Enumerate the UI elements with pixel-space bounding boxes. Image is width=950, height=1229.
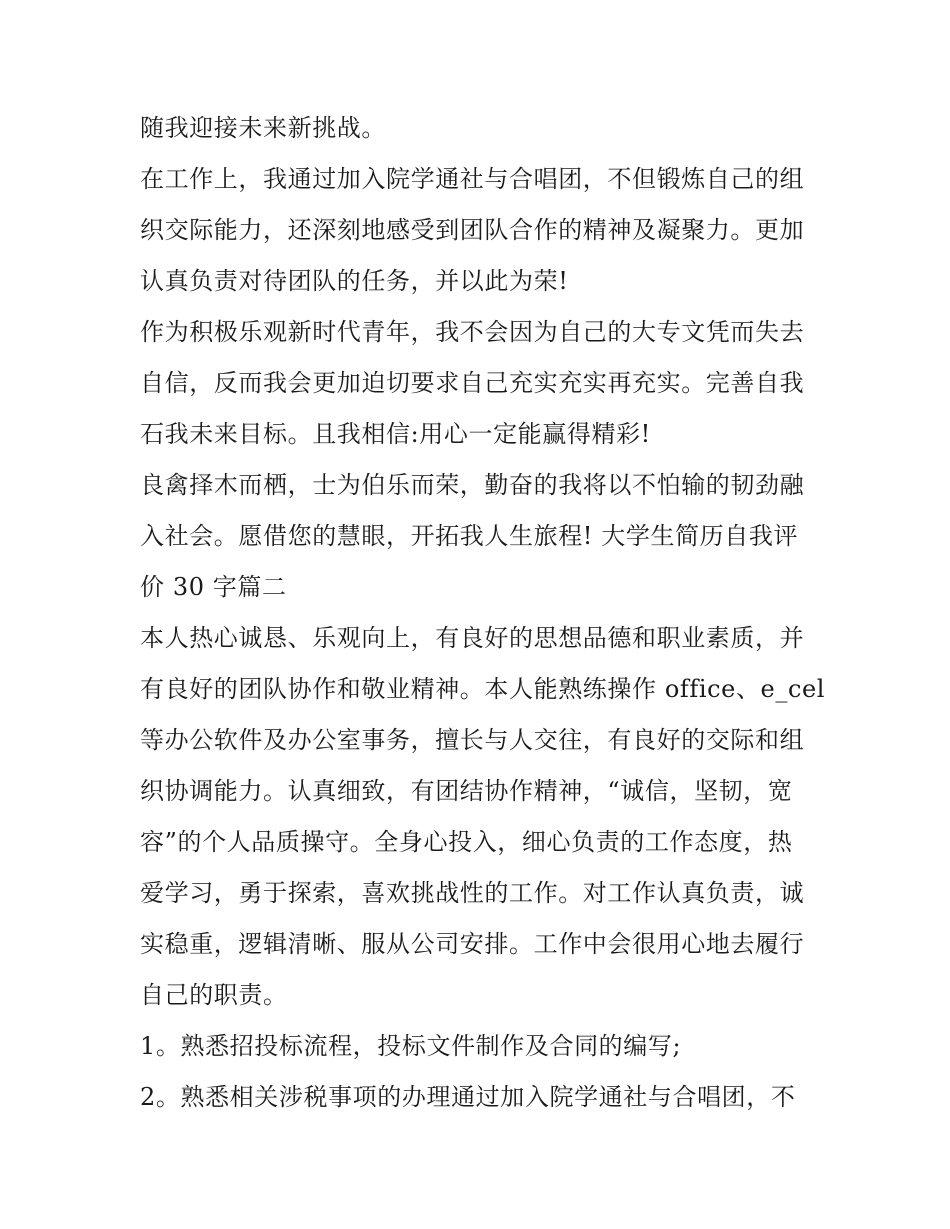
text-line: 爱学习，勇于探索，喜欢挑战性的工作。对工作认真负责，诚 — [140, 879, 805, 907]
text-line: 等办公软件及办公室事务，擅长与人交往，有良好的交际和组 — [140, 726, 805, 754]
document-body — [140, 103, 826, 1123]
text-line: 织交际能力，还深刻地感受到团队合作的精神及凝聚力。更加 — [140, 216, 805, 244]
text-line: 认真负责对待团队的任务，并以此为荣! — [140, 267, 569, 295]
text-line: 有良好的团队协作和敬业精神。本人能熟练操作 office、e_cel — [140, 675, 826, 703]
text-line: 织协调能力。认真细致，有团结协作精神，“诚信，坚韧，宽 — [140, 777, 793, 805]
text-line: 本人热心诚恳、乐观向上，有良好的思想品德和职业素质，并 — [140, 624, 805, 652]
text-line: 自己的职责。 — [140, 981, 288, 1009]
text-line: 石我未来目标。且我相信:用心一定能赢得精彩! — [140, 420, 651, 448]
section-title-line: 价 30 字篇二 — [140, 573, 287, 601]
text-line: 在工作上，我通过加入院学通社与合唱团，不但锻炼自己的组 — [140, 165, 805, 193]
text-line: 作为积极乐观新时代青年，我不会因为自己的大专文凭而失去 — [140, 318, 805, 346]
text-line: 随我迎接未来新挑战。 — [140, 114, 386, 142]
list-item-line: 2。熟悉相关涉税事项的办理通过加入院学通社与合唱团，不 — [140, 1083, 796, 1111]
text-line: 自信，反而我会更加迫切要求自己充实充实再充实。完善自我 — [140, 369, 805, 397]
text-line: 良禽择木而栖，士为伯乐而荣，勤奋的我将以不怕输的韧劲融 — [140, 471, 805, 499]
text-line: 实稳重，逻辑清晰、服从公司安排。工作中会很用心地去履行 — [140, 930, 805, 958]
text-line: 容”的个人品质操守。全身心投入，细心负责的工作态度，热 — [140, 828, 793, 856]
text-line: 入社会。愿借您的慧眼，开拓我人生旅程! 大学生简历自我评 — [140, 522, 799, 550]
list-item-line: 1。熟悉招投标流程，投标文件制作及合同的编写; — [140, 1032, 682, 1060]
